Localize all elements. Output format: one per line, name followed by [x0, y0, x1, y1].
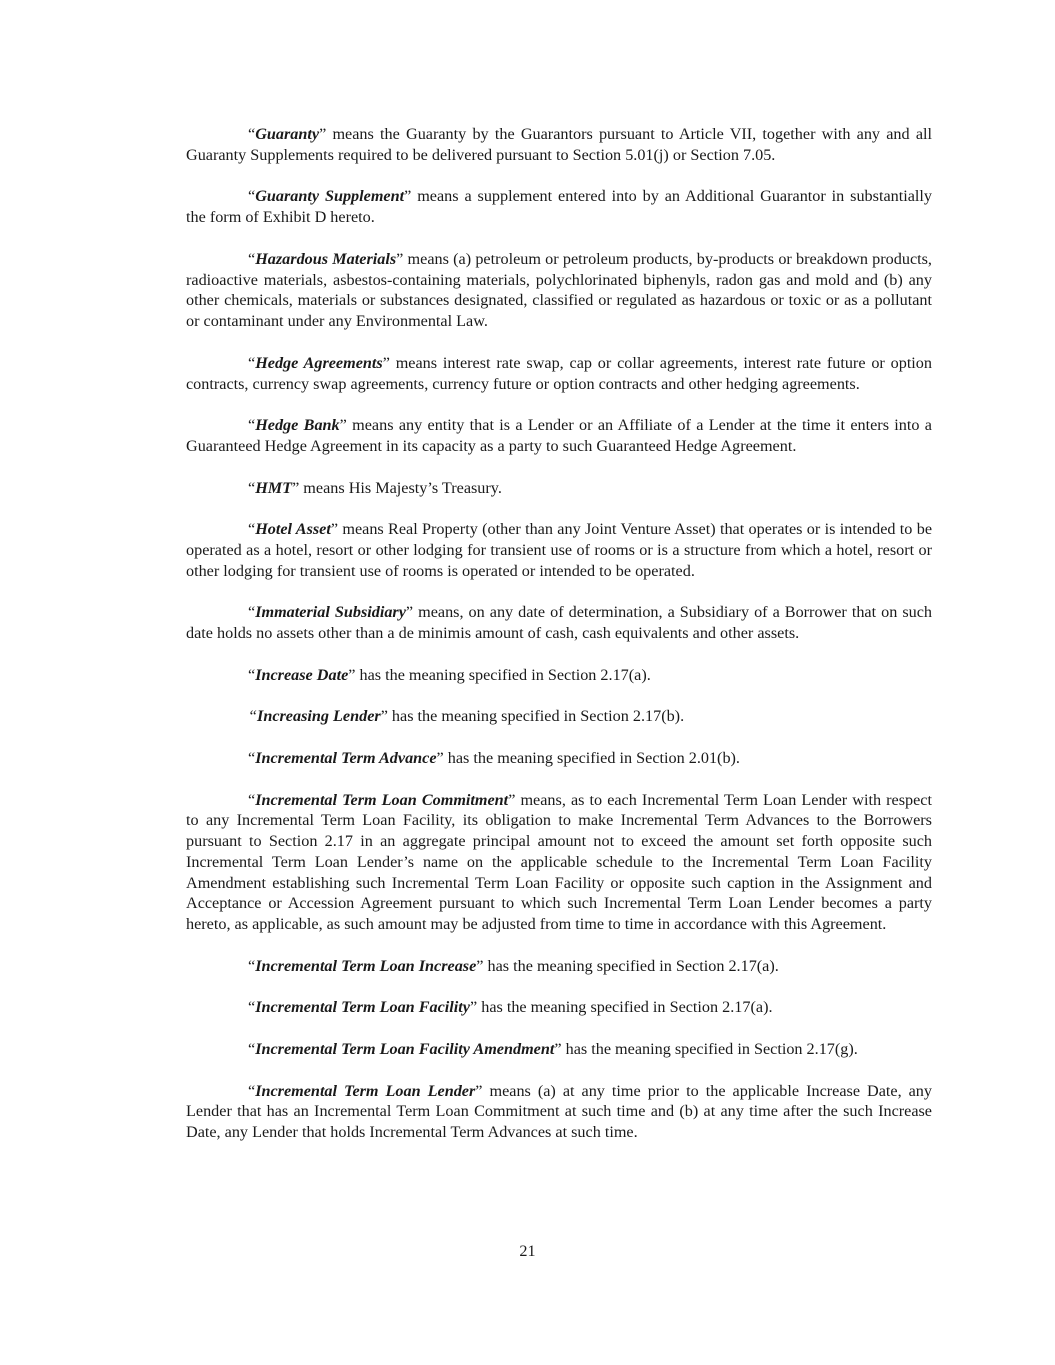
- definition-incremental-term-loan-facility: [186, 997, 932, 1018]
- open-quote: “: [248, 353, 256, 372]
- definition-incremental-term-loan-commitment: [186, 790, 932, 936]
- page-number: 21: [519, 1242, 536, 1260]
- definition-increase-date: [186, 665, 932, 686]
- open-quote: “: [248, 416, 256, 435]
- definition-incremental-term-loan-facility-amendment: [186, 1039, 932, 1060]
- defined-term: Guaranty: [255, 125, 320, 143]
- close-quote: ”: [382, 353, 390, 372]
- close-quote: ”: [319, 125, 327, 143]
- defined-term: Incremental Term Loan Facility Amendment: [255, 1040, 555, 1059]
- definition-text: means (a) at any time prior to the applicable Increase Date, any Lender that has an Incremental Term Loan Commitment at such time and (b) at any time after the such Increase Date, any Lender that holds Incremental Term Advances at such time.: [186, 1081, 932, 1142]
- definition-hedge-agreements: [186, 353, 932, 395]
- definition-immaterial-subsidiary: [186, 602, 932, 644]
- close-quote: ”: [475, 1081, 483, 1100]
- definition-text: has the meaning specified in Section 2.17(a).: [355, 665, 651, 684]
- definition-incremental-term-loan-increase: [186, 956, 932, 977]
- definition-hotel-asset: [186, 519, 932, 581]
- definition-text: means a supplement entered into by an Additional Guarantor in substantially the form of Exhibit D hereto.: [186, 187, 932, 227]
- definition-text: has the meaning specified in Section 2.17(b).: [387, 707, 685, 726]
- definition-hazardous-materials: [186, 249, 932, 332]
- defined-term: Incremental Term Loan Commitment: [255, 790, 509, 809]
- close-quote: ”: [508, 790, 516, 809]
- open-quote: “: [248, 478, 256, 497]
- close-quote: ”: [396, 249, 404, 268]
- definition-text: means Real Property (other than any Joint Venture Asset) that operates or is intended to be operated as a hotel, resort or other lodging for transient use of rooms or is a structure from which a hotel, resort or other lodging for transient use of rooms is operated or intended to be operated.: [186, 520, 933, 580]
- defined-term: Increase Date: [255, 665, 349, 684]
- defined-term: Incremental Term Advance: [255, 748, 437, 767]
- definition-text: has the meaning specified in Section 2.17(a).: [477, 998, 773, 1017]
- open-quote: “: [248, 665, 256, 684]
- definition-text: means (a) petroleum or petroleum products, by-products or breakdown products, radioactive materials, asbestos-containing materials, polychlorinated biphenyls, radon gas and mold and (b) any other chemicals, materials or substances designated, classified or regulated as hazardous or toxic or as a pollutant or contaminant under any Environmental Law.: [186, 249, 932, 331]
- close-quote: ”: [330, 520, 339, 539]
- close-quote: ”: [339, 416, 347, 435]
- definition-guaranty-supplement: [186, 186, 932, 228]
- open-quote: “: [248, 790, 256, 809]
- definition-incremental-term-advance: [186, 748, 932, 769]
- close-quote: ”: [404, 187, 412, 206]
- defined-term: Incremental Term Loan Increase: [255, 956, 477, 975]
- open-quote: “: [248, 707, 258, 726]
- definition-incremental-term-loan-lender: [186, 1081, 932, 1143]
- defined-term: Hedge Bank: [255, 416, 340, 435]
- open-quote: “: [248, 187, 256, 206]
- defined-term: Incremental Term Loan Lender: [255, 1081, 476, 1100]
- definition-increasing-lender: [186, 706, 932, 727]
- open-quote: “: [248, 603, 256, 622]
- definition-text: has the meaning specified in Section 2.17(a).: [483, 956, 779, 975]
- open-quote: “: [248, 748, 256, 767]
- defined-term: Increasing Lender: [257, 707, 381, 726]
- close-quote: ”: [436, 748, 444, 767]
- open-quote: “: [248, 249, 256, 268]
- open-quote: “: [248, 1081, 256, 1100]
- defined-term: Hotel Asset: [255, 520, 331, 539]
- defined-term: HMT: [255, 478, 293, 497]
- close-quote: ”: [292, 478, 300, 497]
- defined-term: Guaranty Supplement: [255, 187, 405, 206]
- close-quote: ”: [476, 956, 484, 975]
- defined-term: Hedge Agreements: [255, 353, 383, 372]
- defined-term: Immaterial Subsidiary: [255, 603, 406, 622]
- close-quote: ”: [348, 665, 356, 684]
- open-quote: “: [248, 998, 256, 1017]
- open-quote: “: [248, 1040, 256, 1059]
- definition-text: means interest rate swap, cap or collar agreements, interest rate future or option contracts, currency swap agreements, currency future or option contracts and other hedging agreements.: [186, 353, 932, 393]
- definition-text: means the Guaranty by the Guarantors pursuant to Article VII, together with any and all Guaranty Supplements required to be delivered pursuant to Section 5.01(j) or Section 7.05.: [186, 125, 932, 164]
- definition-hmt: [186, 478, 932, 499]
- definition-text: has the meaning specified in Section 2.17(g).: [561, 1040, 858, 1059]
- definition-text: means any entity that is a Lender or an Affiliate of a Lender at the time it enters into a Guaranteed Hedge Agreement in its capacity as a party to such Guaranteed Hedge Agreement.: [186, 416, 932, 455]
- definition-guaranty: [186, 124, 932, 166]
- definition-text: means, as to each Incremental Term Loan Lender with respect to any Incremental Term Loan Facility, its obligation to make Incremental Term Advances to the Borrowers pursuant to Section 2.17 in an aggregate principal amount not to exceed the amount set forth opposite such Incremental Term Loan Lender’s name on the applicable schedule to the Incremental Term Loan Facility Amendment establishing such Incremental Term Loan Facility or opposite such caption in the Assignment and Acceptance or Accession Agreement pursuant to which such Incremental Term Loan Lender becomes a party hereto, as applicable, as such amount may be adjusted from time to time in accordance with this Agreement.: [186, 790, 932, 934]
- close-quote: ”: [469, 998, 478, 1017]
- close-quote: ”: [405, 603, 414, 622]
- open-quote: “: [248, 125, 256, 143]
- close-quote: ”: [380, 707, 388, 726]
- definition-text: has the meaning specified in Section 2.01(b).: [443, 748, 740, 767]
- defined-term: Incremental Term Loan Facility: [255, 998, 470, 1017]
- open-quote: “: [248, 956, 256, 975]
- definition-text: means, on any date of determination, a Subsidiary of a Borrower that on such date holds no assets other than a de minimis amount of cash, cash equivalents and other assets.: [186, 603, 932, 643]
- definitions-list: [186, 124, 932, 1164]
- open-quote: “: [248, 520, 256, 539]
- close-quote: ”: [554, 1040, 562, 1059]
- defined-term: Hazardous Materials: [255, 249, 397, 268]
- definition-text: means His Majesty’s Treasury.: [299, 478, 502, 497]
- definition-hedge-bank: [186, 415, 932, 457]
